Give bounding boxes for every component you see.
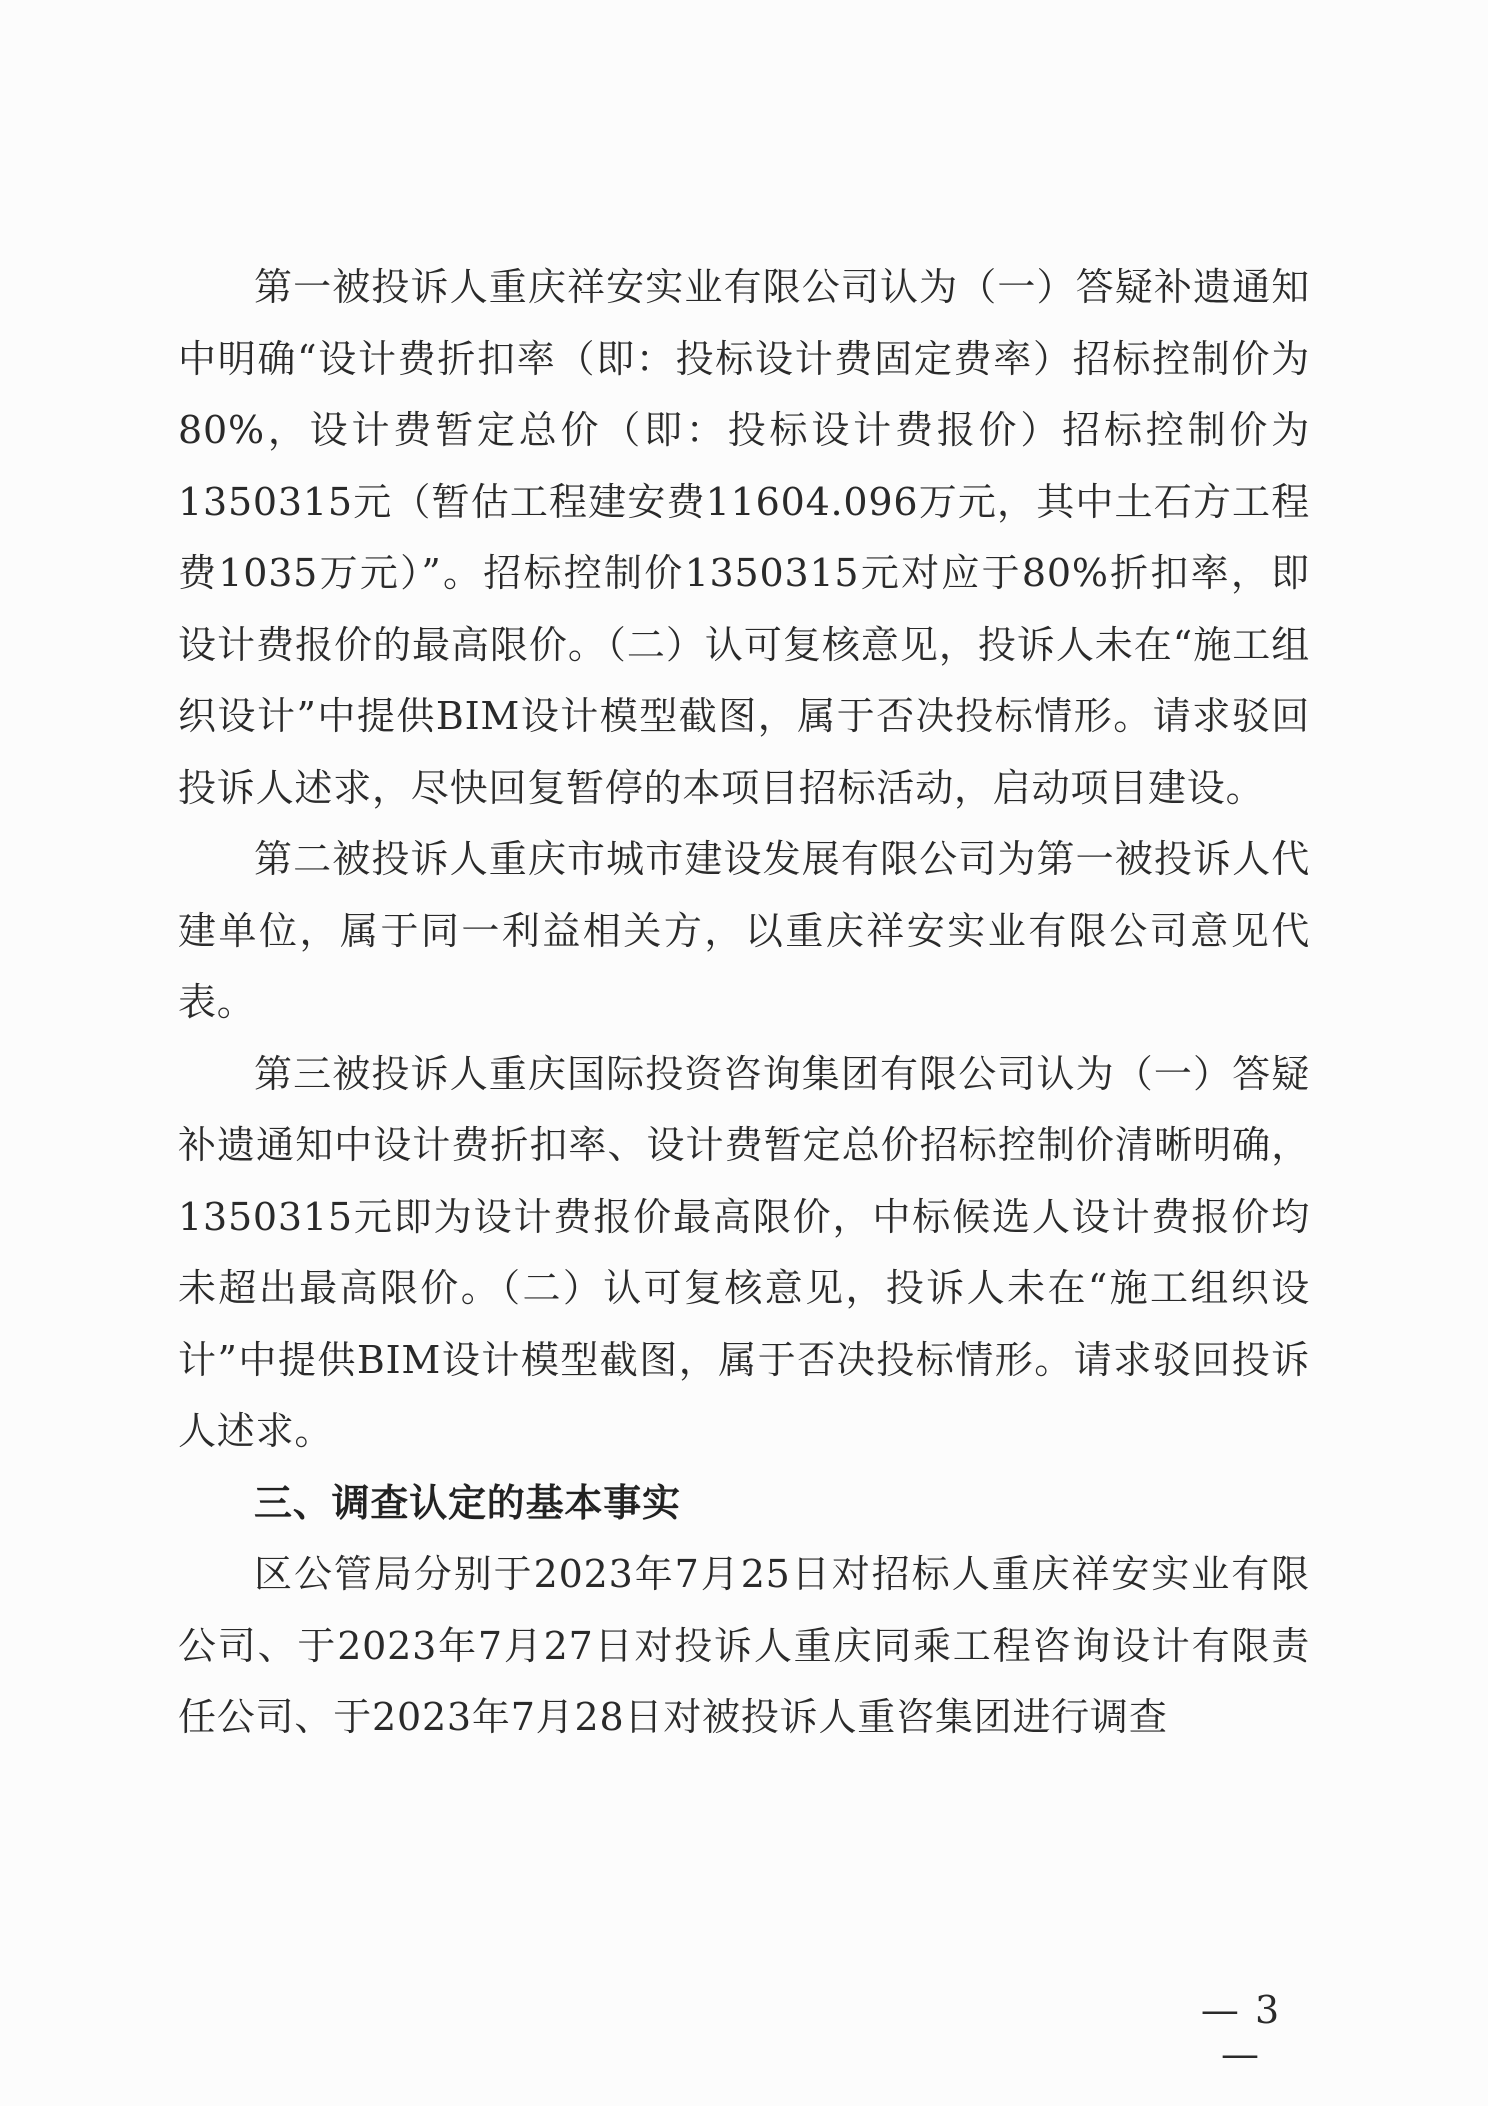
page-number: — 3 — bbox=[1200, 1988, 1282, 2076]
paragraph-second-respondent: 第二被投诉人重庆市城市建设发展有限公司为第一被投诉人代建单位，属于同一利益相关方，以重庆祥安实业有限公司意见代表。 bbox=[178, 837, 1310, 1024]
paragraph-investigation-facts: 区公管局分别于2023年7月25日对招标人重庆祥安实业有限公司、于2023年7月27日对投诉人重庆同乘工程咨询设计有限责任公司、于2023年7月28日对被投诉人重咨集团进行调查 bbox=[178, 1552, 1310, 1739]
document-body bbox=[178, 252, 1310, 1754]
paragraph-first-respondent: 第一被投诉人重庆祥安实业有限公司认为（一）答疑补遗通知中明确“设计费折扣率（即：投标设计费固定费率）招标控制价为80%，设计费暂定总价（即：投标设计费报价）招标控制价为1350315元（暂估工程建安费11604.096万元，其中土石方工程费1035万元）”。招标控制价1350315元对应于80%折扣率，即设计费报价的最高限价。（二）认可复核意见，投诉人未在“施工组织设计”中提供BIM设计模型截图，属于否决投标情形。请求驳回投诉人述求，尽快回复暂停的本项目招标活动，启动项目建设。 bbox=[178, 265, 1310, 810]
section-heading: 三、调查认定的基本事实 bbox=[254, 1480, 681, 1525]
paragraph-third-respondent: 第三被投诉人重庆国际投资咨询集团有限公司认为（一）答疑补遗通知中设计费折扣率、设计费暂定总价招标控制价清晰明确，1350315元即为设计费报价最高限价，中标候选人设计费报价均未超出最高限价。（二）认可复核意见，投诉人未在“施工组织设计”中提供BIM设计模型截图，属于否决投标情形。请求驳回投诉人述求。 bbox=[178, 1051, 1310, 1453]
